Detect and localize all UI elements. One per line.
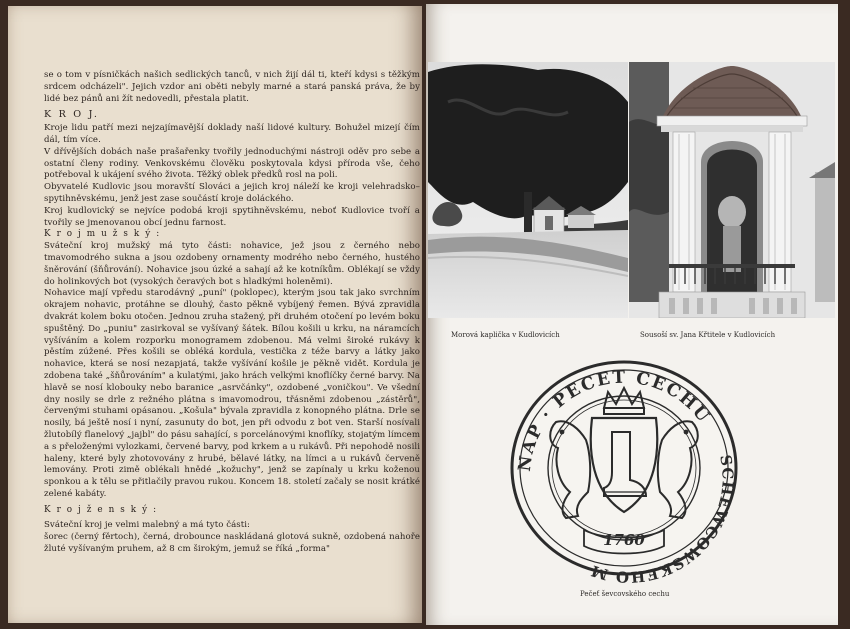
statue-caption: Sousoší sv. Jana Křtitele v Kudlovicích (640, 331, 776, 339)
chapel-caption: Morová kaplička v Kudlovicích (451, 331, 560, 339)
left-page (8, 6, 422, 623)
chapel-photo (428, 62, 628, 318)
left-text-column (44, 70, 420, 556)
seal-right-text: SCHEWCOWSKEHO M (588, 453, 737, 584)
kroj-paragraph: Kroje lidu patří mezi nejzajímavější doklady naší lidové kultury. Bohužel mizejí čím dál, tím více. (44, 123, 420, 145)
guild-seal-image (500, 352, 748, 584)
men-paragraph: Sváteční kroj mužský má tyto části: nohavice, jež jsou z černého nebo tmavomodrého sukna a jsou ozdobeny ornamenty modrého nebo černého, hustého šněrování (šňůrování). Nohavice jsou úzké a sahají až ke kotníkům. Oblékají se vždy do holinkových bot (vysokých čeravých bot s hladkými holeněmi). (44, 241, 420, 287)
section-title-kroj: K R O J. (44, 109, 100, 121)
kroj-paragraph: Obyvatelé Kudlovic jsou moravští Slováci a jejich kroj náleží ke kroji velehradsko–spytihněvskému, jenž jest zase součástí kroje doláckého. (44, 182, 420, 204)
women-paragraph: šorec (černý fěrtoch), černá, drobounce naskládaná glotová sukně, ozdobená nahoře žluté vyšívaným pruhem, až 8 cm širokým, jemuž se říká „forma" (44, 532, 420, 555)
women-paragraph: Sváteční kroj je velmi malebný a má tyto části: (44, 520, 250, 531)
chapel-photo-image (428, 62, 628, 318)
seal-caption: Pečeť ševcovského cechu (580, 590, 670, 598)
statue-photo-image (629, 62, 835, 318)
kroj-paragraph: V dřívějších dobách naše prašařenky tvořily jednoduchými nástroji oděv pro sebe a ostatní členy rodiny. Venkovskému člověku poskytovala kdysi příroda vše, čeho potřeboval k ukájení svého života. Těžký oblek předků rosl na poli. (44, 146, 420, 181)
seal-outer-text: NAP · PECET CECHU (514, 367, 715, 473)
guild-seal (500, 352, 748, 584)
intro-paragraph: se o tom v písničkách našich sedlických tanců, v nich žijí dál ti, kteří kdysi s těžkým srdcem odcházeli". Jejich vzdor ani oběti nebyly marné a stará panská práva, že by lidé bez pánů ani žít nedovedli, přestala platit. (44, 70, 420, 104)
subsection-title-men: K r o j m u ž s k ý : (44, 229, 161, 240)
subsection-title-women: K r o j ž e n s k ý : (44, 504, 158, 515)
men-paragraph: Nohavice mají vpředu starodávný „puní" (poklopec), kterým jsou tak jako svrchním okrajem nohavic, protáhne se dlouhý, často pěkně vybíjený řemen. Bývá zpravidla dvakrát kolem boku otočen. Jednou zruha stažený, při druhém otočení po levém boku spuštěný. Do „puniu" zasirkoval se vyšívaný šátek. Bílou košili u krku, na náramcích vyšíváním a kolem rozporku monogramem zdobenou. Má velmi široké rukávy k pěstím zúžené. Přes košili se obléká kordula, vestička z téže barvy a látky jako nohavice, která se nosí nezapjatá, takže vyšívání košile je pěkně vidět. Kordula je zdobena také „šňůrováním" a kulatými, jako hrách velkými knoflíčky černé barvy. Na hlavě se nosí klobouky nebo baranice „asrvčánky", ozdobené „voničkou". Ve všední dny nosily se drle z režného plátna s imavomodrou, třásněmi zdobenou „zástěrů", červenými stuhami opásanou. „Košula" bývala zpravidla z konopného plátna. Drle se nosily, bá ještě nosí i nyní, zasunuty do bot, jen při odvodu z bot ven. Starší nosívali žlutobílý flanelový „jajbl" do pásu sahající, s porcelánovými knoflíky, stojatým límcem a s přeloženými vylozkami, červené barvy, pod krkem a u rukávů. Při nepohodě nosili halenу, které byly zhotovovány z hrubé, bělavé látky, na límci a u rukávů červeně lemovány. Proti zimě oblékali hnědé „kožuchy", jenž se zapínaly u krku koženou sponkou a k tělu se přitlačily pravou rukou. Koncem 18. století začaly se nosit krátké zelené kabáty. (44, 288, 421, 499)
seal-year: 1760 (603, 531, 645, 549)
kroj-paragraph: Kroj kudlovický se nejvíce podobá kroji spytihněvskému, neboť Kudlovice tvoří a tvořily se jmenovanou obcí jednu farnost. (44, 205, 420, 228)
statue-photo (629, 62, 835, 318)
